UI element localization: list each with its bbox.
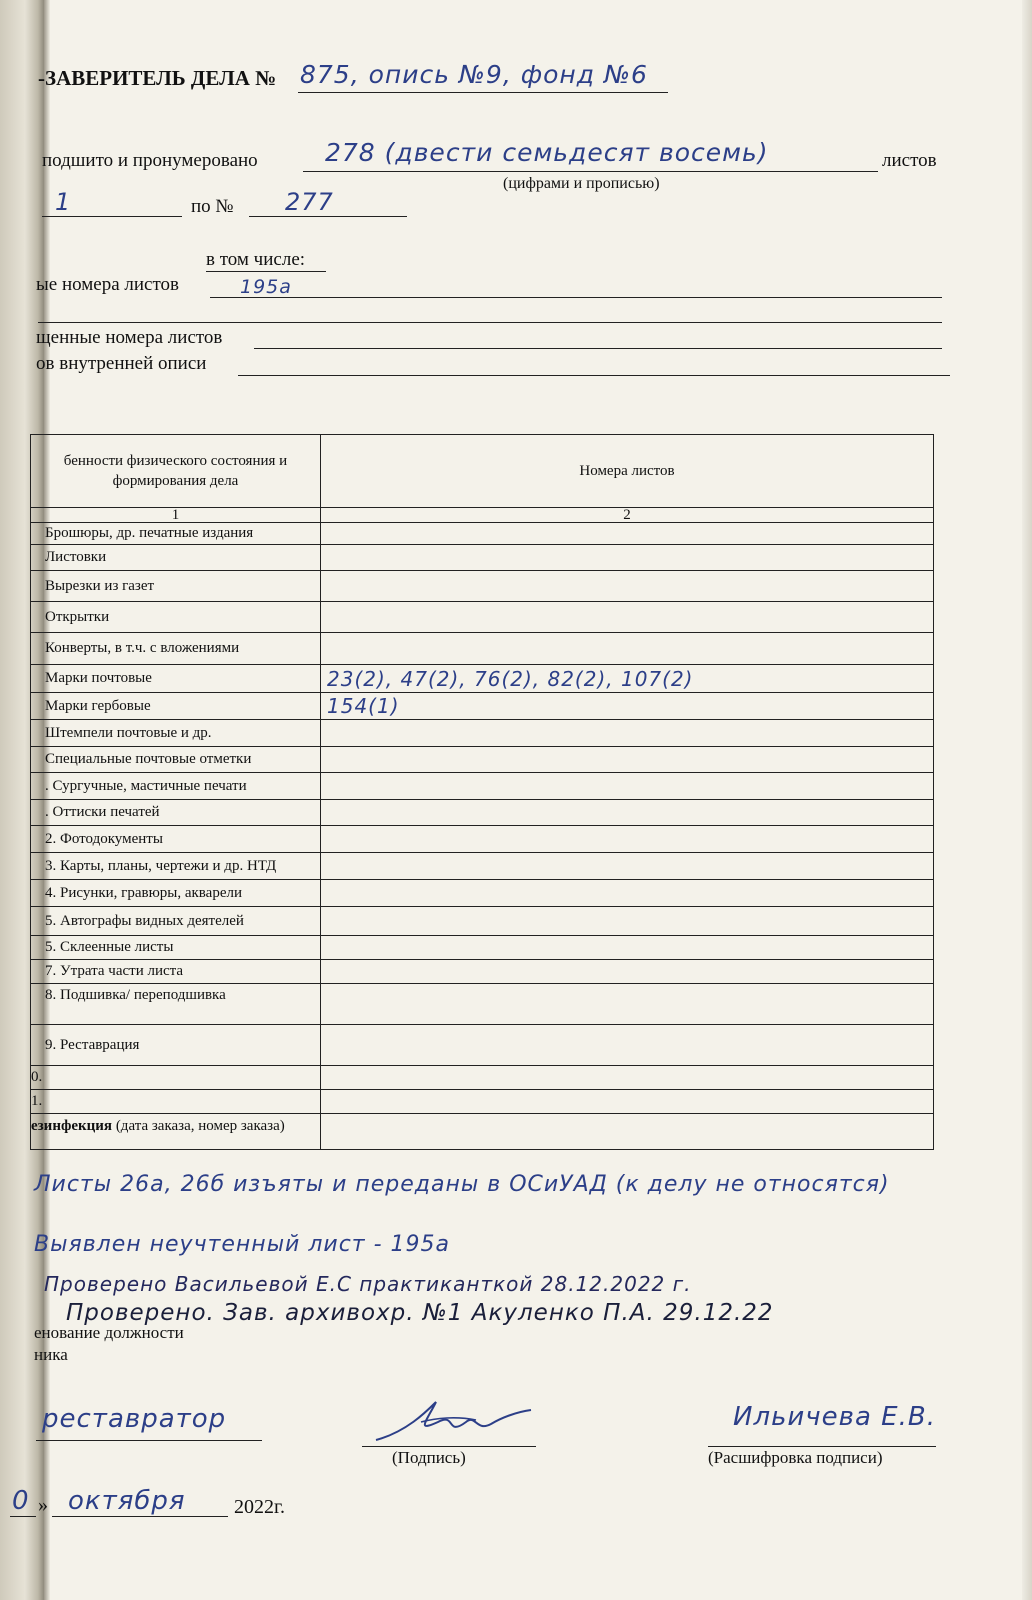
date-year: 2022г.	[234, 1496, 285, 1518]
extra-line	[38, 322, 942, 323]
table-row	[31, 773, 934, 800]
date-day-line	[10, 1516, 36, 1517]
row-label: Штемпели почтовые и др.	[31, 720, 321, 747]
row-value	[321, 936, 934, 960]
table-row	[31, 826, 934, 853]
condition-table	[30, 434, 934, 1150]
date-month-handwritten: октября	[68, 1486, 186, 1516]
row-label: 9. Реставрация	[31, 1025, 321, 1066]
sheets-from-handwritten: 1	[55, 188, 72, 216]
sheets-suffix: листов	[882, 150, 937, 171]
row-label: 4. Рисунки, гравюры, акварели	[31, 880, 321, 907]
table-row	[31, 936, 934, 960]
row-label: Специальные почтовые отметки	[31, 747, 321, 773]
row-value	[321, 720, 934, 747]
position-label-2: ника	[34, 1345, 68, 1364]
note-found-sheet: Выявлен неучтенный лист - 195а	[34, 1232, 451, 1257]
note-checked-2: Проверено. Зав. архивохр. №1 Акуленко П.А. 29.12.22	[66, 1300, 774, 1326]
sheets-to-label: по №	[191, 196, 234, 217]
table-row	[31, 907, 934, 936]
table-row	[31, 602, 934, 633]
row-label: Марки почтовые	[31, 665, 321, 693]
row-value	[321, 960, 934, 984]
table-row	[31, 960, 934, 984]
table-row	[31, 880, 934, 907]
row-label: 0.	[31, 1066, 321, 1090]
lettered-sheets-handwritten: 195а	[240, 276, 292, 298]
note-checked-1: Проверено Васильевой Е.С практиканткой 28.12.2022 г.	[44, 1272, 692, 1296]
col2-number: 2	[321, 508, 934, 523]
row-label: . Оттиски печатей	[31, 800, 321, 826]
row-label-rest: (дата заказа, номер заказа)	[112, 1118, 285, 1134]
sheets-label: подшито и пронумеровано	[42, 150, 258, 171]
row-value: 154(1)	[321, 693, 934, 720]
row-label: Листовки	[31, 545, 321, 571]
col1-number: 1	[31, 508, 321, 523]
row-label: Вырезки из газет	[31, 571, 321, 602]
row-value	[321, 773, 934, 800]
note-removed-sheets: Листы 26а, 26б изъяты и переданы в ОСиУАД (к делу не относятся)	[34, 1172, 890, 1197]
row-value	[321, 907, 934, 936]
row-label: Конверты, в т.ч. с вложениями	[31, 633, 321, 665]
table-row	[31, 633, 934, 665]
sheets-hint: (цифрами и прописью)	[503, 175, 660, 192]
row-label: Марки гербовые	[31, 693, 321, 720]
row-label: . Сургучные, мастичные печати	[31, 773, 321, 800]
row-value	[321, 1066, 934, 1090]
case-number-line	[298, 92, 668, 93]
position-line	[36, 1440, 262, 1441]
including-label: в том числе:	[206, 249, 306, 270]
table-row	[31, 720, 934, 747]
row-value: 23(2), 47(2), 76(2), 82(2), 107(2)	[321, 665, 934, 693]
table-row	[31, 693, 934, 720]
table-row	[31, 545, 934, 571]
row-label: Брошюры, др. печатные издания	[31, 523, 321, 545]
signature-scribble	[366, 1392, 536, 1452]
row-label: 5. Склеенные листы	[31, 936, 321, 960]
decoding-caption: (Расшифровка подписи)	[708, 1448, 883, 1467]
row-value	[321, 1025, 934, 1066]
row-value	[321, 1114, 934, 1150]
row-label	[31, 1114, 321, 1150]
inner-inventory-line	[238, 375, 950, 376]
decoding-handwritten: Ильичева Е.В.	[733, 1402, 936, 1432]
table-number-row	[31, 508, 934, 523]
signature-line	[362, 1446, 536, 1447]
row-value	[321, 633, 934, 665]
row-label: 7. Утрата части листа	[31, 960, 321, 984]
row-value	[321, 602, 934, 633]
lettered-sheets-line	[210, 297, 942, 298]
row-label: 8. Подшивка/ переподшивка	[31, 984, 321, 1025]
row-value	[321, 853, 934, 880]
sheets-to-line	[249, 216, 407, 217]
table-row	[31, 853, 934, 880]
date-month-line	[52, 1516, 228, 1517]
row-value	[321, 1090, 934, 1114]
missing-sheets-label: щенные номера листов	[36, 327, 223, 348]
table-row	[31, 665, 934, 693]
row-value	[321, 984, 934, 1025]
page-right-edge	[1022, 0, 1032, 1600]
table-row	[31, 800, 934, 826]
table-row	[31, 1114, 934, 1150]
including-underline	[206, 271, 326, 272]
missing-sheets-line	[254, 348, 942, 349]
sheets-count-handwritten: 278 (двести семьдесят восемь)	[325, 138, 769, 167]
sheets-count-line	[303, 171, 878, 172]
decoding-line	[708, 1446, 936, 1447]
row-value	[321, 571, 934, 602]
col2-header: Номера листов	[321, 435, 934, 508]
row-label: 3. Карты, планы, чертежи и др. НТД	[31, 853, 321, 880]
date-day-handwritten: 0	[12, 1486, 30, 1516]
table-row	[31, 747, 934, 773]
col1-header: бенности физического состояния и формирования дела	[31, 435, 321, 508]
row-value	[321, 826, 934, 853]
row-value	[321, 747, 934, 773]
row-label: 2. Фотодокументы	[31, 826, 321, 853]
row-label: Открытки	[31, 602, 321, 633]
table-row	[31, 1025, 934, 1066]
row-label: 1.	[31, 1090, 321, 1114]
signature-caption: (Подпись)	[392, 1448, 466, 1467]
document-title: -ЗАВЕРИТЕЛЬ ДЕЛА №	[38, 66, 277, 90]
row-value	[321, 880, 934, 907]
row-label: 5. Автографы видных деятелей	[31, 907, 321, 936]
table-row	[31, 1066, 934, 1090]
row-value	[321, 523, 934, 545]
position-label-1: енование должности	[34, 1323, 184, 1342]
sheets-to-handwritten: 277	[285, 188, 334, 216]
table-header-row	[31, 435, 934, 508]
case-number-handwritten: 875, опись №9, фонд №6	[300, 60, 648, 89]
position-handwritten: реставратор	[42, 1404, 227, 1434]
date-quote: »	[38, 1494, 48, 1516]
row-label-bold: езинфекция	[31, 1118, 113, 1134]
table-row	[31, 1090, 934, 1114]
table-row	[31, 984, 934, 1025]
table-row	[31, 571, 934, 602]
table-row	[31, 523, 934, 545]
row-value	[321, 800, 934, 826]
lettered-sheets-label: ые номера листов	[36, 274, 180, 295]
row-value	[321, 545, 934, 571]
sheets-from-line	[42, 216, 182, 217]
inner-inventory-label: ов внутренней описи	[36, 353, 207, 374]
